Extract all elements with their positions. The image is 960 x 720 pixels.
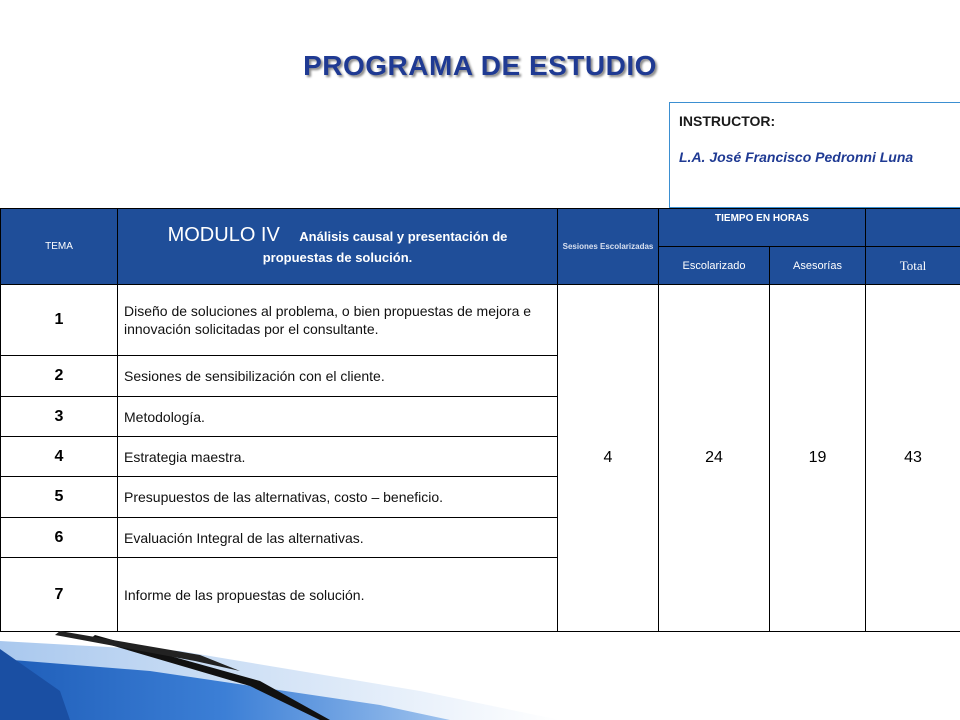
row-text: Diseño de soluciones al problema, o bien propuestas de mejora e innovación solicitadas por el consultante. [118, 285, 558, 356]
value-sesiones: 4 [558, 285, 659, 632]
row-text: Metodología. [118, 397, 558, 437]
value-escolarizado: 24 [659, 285, 770, 632]
row-number: 2 [1, 356, 118, 397]
module-subtitle-1: Análisis causal y presentación de [299, 229, 508, 244]
instructor-label: INSTRUCTOR: [679, 113, 776, 129]
row-number: 6 [1, 518, 118, 558]
row-number: 7 [1, 558, 118, 632]
row-number: 5 [1, 477, 118, 518]
page-title: PROGRAMA DE ESTUDIO [303, 50, 657, 81]
value-asesorias: 19 [770, 285, 866, 632]
header-escolarizado: Escolarizado [659, 247, 770, 285]
row-number: 3 [1, 397, 118, 437]
header-total-top [866, 209, 960, 247]
syllabus-table [0, 208, 960, 632]
module-subtitle-2: propuestas de solución. [262, 250, 413, 265]
row-text: Sesiones de sensibilización con el cliente. [118, 356, 558, 397]
row-number: 1 [1, 285, 118, 356]
instructor-box [669, 102, 960, 208]
instructor-name: L.A. José Francisco Pedronni Luna [679, 149, 914, 165]
header-tema: TEMA [1, 209, 118, 285]
header-tiempo: TIEMPO EN HORAS [659, 209, 866, 247]
row-number: 4 [1, 437, 118, 477]
decorative-swoosh [0, 631, 960, 720]
module-title: MODULO IV [167, 224, 280, 246]
header-sesiones: Sesiones Escolarizadas [558, 209, 659, 285]
row-text: Presupuestos de las alternativas, costo – beneficio. [118, 477, 558, 518]
row-text: Evaluación Integral de las alternativas. [118, 518, 558, 558]
value-total: 43 [866, 285, 960, 632]
header-asesorias: Asesorías [770, 247, 866, 285]
header-module [118, 209, 558, 285]
row-text: Estrategia maestra. [118, 437, 558, 477]
row-text: Informe de las propuestas de solución. [118, 558, 558, 632]
header-total: Total [866, 247, 960, 285]
table-row [1, 285, 960, 356]
